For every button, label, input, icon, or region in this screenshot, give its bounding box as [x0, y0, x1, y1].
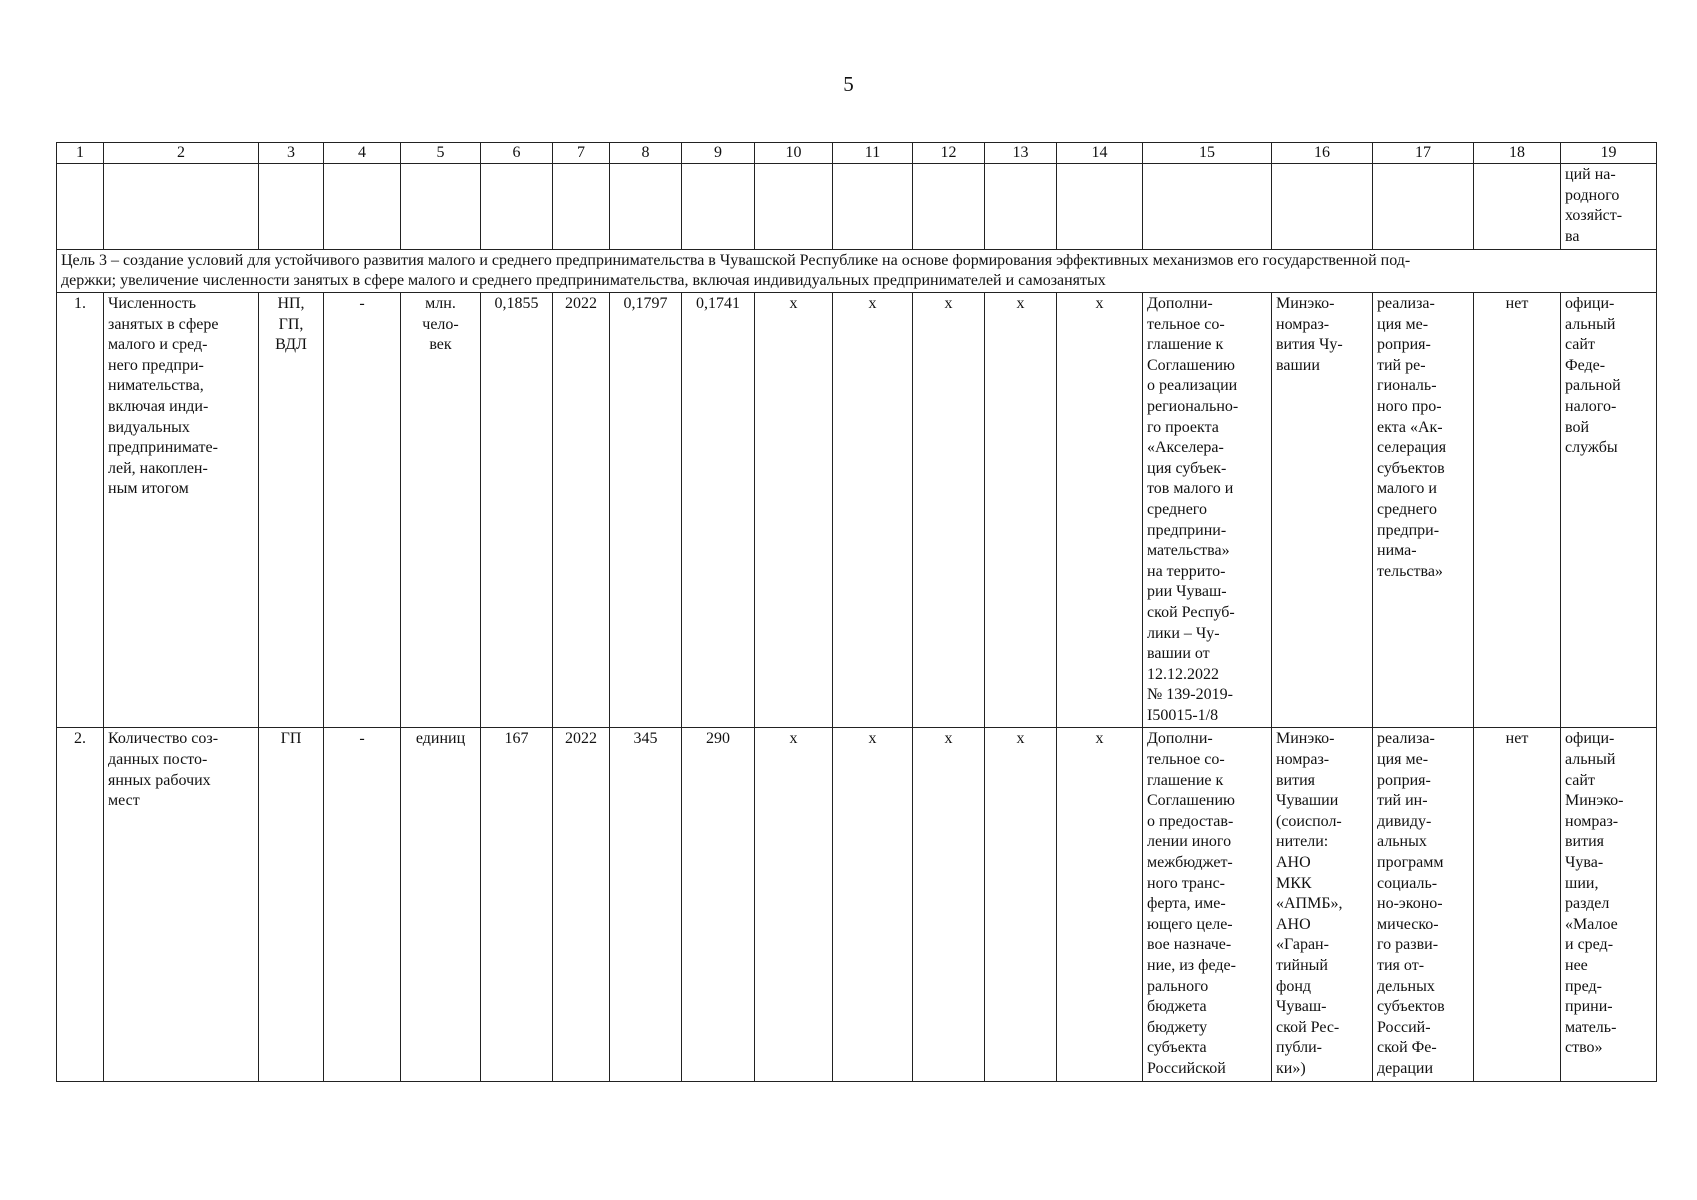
- unit: единиц: [401, 728, 481, 1081]
- table-cell: х: [985, 293, 1057, 728]
- table-cell: х: [913, 293, 985, 728]
- table-cell: [755, 164, 833, 250]
- continuation-cell-text: ций на- родного хозяйст- ва: [1561, 164, 1657, 250]
- column-number: 10: [755, 143, 833, 164]
- table-cell: х: [1057, 293, 1143, 728]
- related-measures: реализа- ция ме- роприя- тий ин- дивиду- альных программ социаль- но-эконо- мическо- го разви- тия от- дельных субъектов Россий- ской Фе- дерации: [1373, 728, 1474, 1081]
- column-number: 7: [553, 143, 610, 164]
- column-number: 11: [833, 143, 913, 164]
- data-source: офици- альный сайт Минэко- номраз- вития Чува- шии, раздел «Малое и сред- нее пред- прини- матель- ство»: [1561, 728, 1657, 1081]
- column-number: 6: [481, 143, 553, 164]
- indicator-name: Количество соз- данных посто- янных рабочих мест: [104, 728, 259, 1081]
- table-cell: х: [913, 728, 985, 1081]
- base-value: 0,1855: [481, 293, 553, 728]
- column-number: 15: [1143, 143, 1272, 164]
- column-number: 1: [57, 143, 104, 164]
- unit: млн. чело- век: [401, 293, 481, 728]
- table-cell: 0,1797: [610, 293, 682, 728]
- table-cell: [1143, 164, 1272, 250]
- table-cell: х: [755, 293, 833, 728]
- table-cell: -: [324, 728, 401, 1081]
- table-cell: [1057, 164, 1143, 250]
- page-number: 5: [843, 72, 854, 96]
- column-number: 8: [610, 143, 682, 164]
- table-cell: [913, 164, 985, 250]
- column-number: 18: [1474, 143, 1561, 164]
- document-reference: Дополни- тельное со- глашение к Соглашению о предостав- лении иного межбюджет- ного транс- ферта, име- ющего целе- вое назначе- ние, из феде- рального бюджета бюджету субъекта Российской: [1143, 728, 1272, 1081]
- table-cell: [553, 164, 610, 250]
- table-cell: х: [985, 728, 1057, 1081]
- table-cell: [1474, 164, 1561, 250]
- table-cell: [259, 164, 324, 250]
- table-cell: 345: [610, 728, 682, 1081]
- column-number: 3: [259, 143, 324, 164]
- base-year: 2022: [553, 728, 610, 1081]
- table-cell: [610, 164, 682, 250]
- table-cell: [985, 164, 1057, 250]
- table-cell: х: [833, 728, 913, 1081]
- table-cell: [833, 164, 913, 250]
- row-number: 2.: [57, 728, 104, 1081]
- table-cell: -: [324, 293, 401, 728]
- column-number: 19: [1561, 143, 1657, 164]
- column-number: 14: [1057, 143, 1143, 164]
- goal-row: [57, 250, 1657, 293]
- column-number: 13: [985, 143, 1057, 164]
- column-number: 2: [104, 143, 259, 164]
- goal-heading: Цель 3 – создание условий для устойчивого развития малого и среднего предпринимательства в Чувашской Республике на основе формирования эффективных механизмов его государственной под- держки; увеличение численности занятых в сфере малого и среднего предпринимательства, включая индивидуальных предпринимателей и самозанятых: [57, 250, 1657, 293]
- table-cell: 0,1741: [682, 293, 755, 728]
- column-number: 9: [682, 143, 755, 164]
- base-value: 167: [481, 728, 553, 1081]
- indicator-name: Численность занятых в сфере малого и сред- него предпри- нимательства, включая инди- видуальных предпринимате- лей, накоплен- ным итогом: [104, 293, 259, 728]
- column-number: 5: [401, 143, 481, 164]
- continuation-row: [57, 164, 1657, 250]
- table-cell: [1373, 164, 1474, 250]
- indicator-type: ГП: [259, 728, 324, 1081]
- table-cell: [481, 164, 553, 250]
- table-cell: 290: [682, 728, 755, 1081]
- table-cell: нет: [1474, 293, 1561, 728]
- table-cell: [401, 164, 481, 250]
- related-measures: реализа- ция ме- роприя- тий ре- гиональ- ного про- екта «Ак- селерация субъектов малого и среднего предпри- нима- тельства»: [1373, 293, 1474, 728]
- table-cell: х: [1057, 728, 1143, 1081]
- column-number: 12: [913, 143, 985, 164]
- base-year: 2022: [553, 293, 610, 728]
- column-number: 4: [324, 143, 401, 164]
- table-row: [57, 293, 1657, 728]
- table-cell: [1272, 164, 1373, 250]
- table-cell: [57, 164, 104, 250]
- row-number: 1.: [57, 293, 104, 728]
- table-cell: [682, 164, 755, 250]
- table-cell: х: [833, 293, 913, 728]
- data-source: офици- альный сайт Феде- ральной налого- вой службы: [1561, 293, 1657, 728]
- table-cell: [104, 164, 259, 250]
- table-cell: х: [755, 728, 833, 1081]
- document-reference: Дополни- тельное со- глашение к Соглашению о реализации регионально- го проекта «Акселера- ция субъек- тов малого и среднего предприни- мательства» на террито- рии Чуваш- ской Респуб- лики – Чу- вашии от 12.12.2022 № 139-2019- I50015-1/8: [1143, 293, 1272, 728]
- column-number-row: [57, 143, 1657, 164]
- table-cell: нет: [1474, 728, 1561, 1081]
- indicator-type: НП, ГП, ВДЛ: [259, 293, 324, 728]
- column-number: 16: [1272, 143, 1373, 164]
- table-row: [57, 728, 1657, 1081]
- indicators-table: [56, 142, 1657, 1082]
- responsible-body: Минэко- номраз- вития Чувашии (соиспол- нители: АНО МКК «АПМБ», АНО «Гаран- тийный фонд Чуваш- ской Рес- публи- ки»): [1272, 728, 1373, 1081]
- column-number: 17: [1373, 143, 1474, 164]
- table-cell: [324, 164, 401, 250]
- responsible-body: Минэко- номраз- вития Чу- вашии: [1272, 293, 1373, 728]
